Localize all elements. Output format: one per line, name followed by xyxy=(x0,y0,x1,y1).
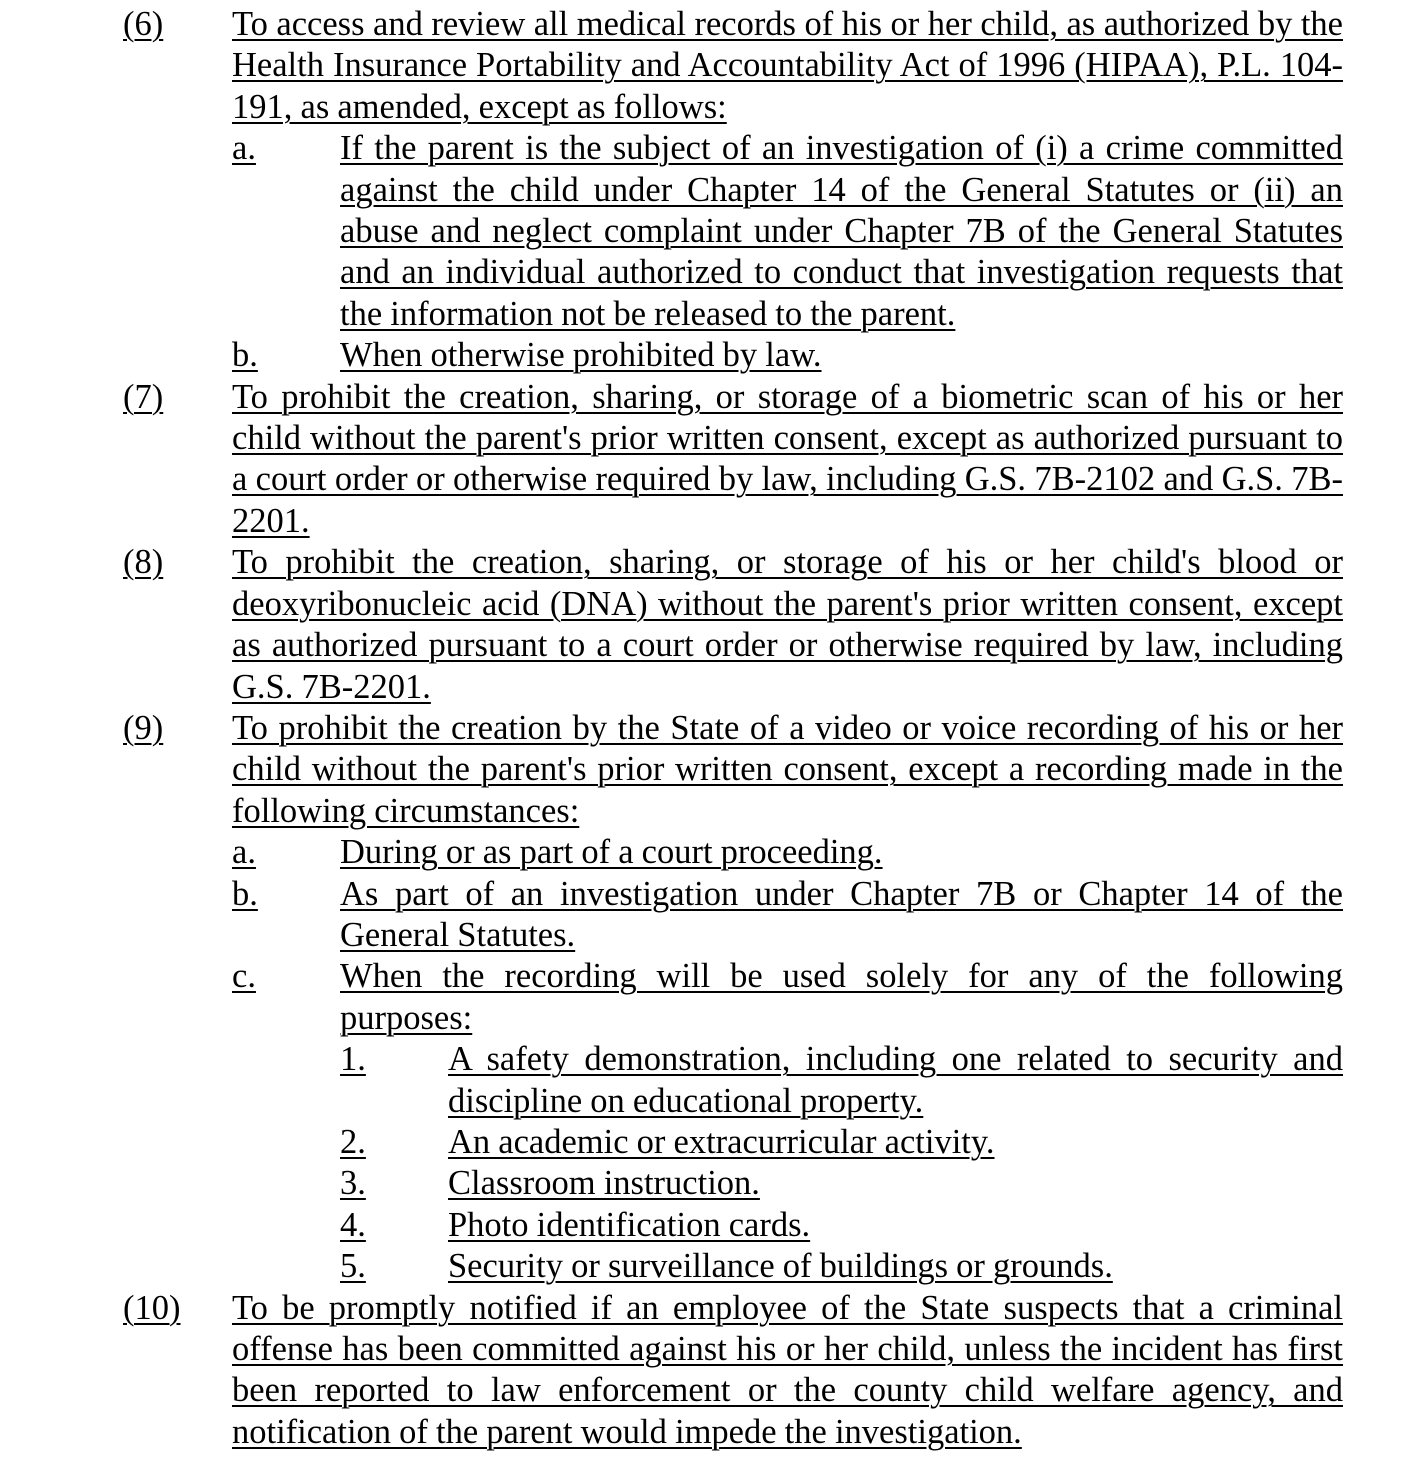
sub-item-letter: c. xyxy=(232,957,256,996)
item-number: (9) xyxy=(123,708,164,747)
item-number: (7) xyxy=(123,377,164,416)
sub-item xyxy=(232,956,1343,1287)
sub-item-text: When the recording will be used solely for any of the following purposes: xyxy=(340,957,1343,1037)
sub-sub-item-number: 1. xyxy=(340,1040,366,1079)
item-text: To access and review all medical records of his or her child, as authorized by the Health Insurance Portability and Accountability Act of 1996 (HIPAA), P.L. 104-191, as amended, except as follows: xyxy=(232,5,1343,126)
item-number: (8) xyxy=(123,543,164,582)
sub-sub-item-number: 3. xyxy=(340,1164,366,1203)
sub-sub-item xyxy=(340,1246,1343,1287)
list-item xyxy=(0,4,1416,377)
sub-item-letter: a. xyxy=(232,833,256,872)
sub-sub-item xyxy=(340,1205,1343,1246)
list-item xyxy=(0,708,1416,1288)
sub-sub-item xyxy=(340,1163,1343,1204)
sub-sub-item-number: 5. xyxy=(340,1247,366,1286)
sub-sub-item-text: Security or surveillance of buildings or grounds. xyxy=(448,1247,1113,1286)
sub-item-text: As part of an investigation under Chapter 7B or Chapter 14 of the General Statutes. xyxy=(340,874,1343,954)
list-item xyxy=(0,377,1416,543)
sub-sub-item-number: 4. xyxy=(340,1205,366,1244)
item-number: (10) xyxy=(123,1288,181,1327)
item-text: To prohibit the creation by the State of a video or voice recording of his or her child without the parent's prior written consent, except a recording made in the following circumstances: xyxy=(232,708,1343,830)
sub-item-letter: b. xyxy=(232,874,258,913)
statute-document xyxy=(0,4,1416,1453)
item-number: (6) xyxy=(123,5,164,43)
sub-sub-item-number: 2. xyxy=(340,1122,366,1161)
item-text: To prohibit the creation, sharing, or storage of a biometric scan of his or her child without the parent's prior written consent, except as authorized pursuant to a court order or otherwise required by law, including G.S. 7B-2102 and G.S. 7B-2201. xyxy=(232,377,1343,540)
item-text: To be promptly notified if an employee of the State suspects that a criminal offense has been committed against his or her child, unless the incident has first been reported to law enforcement or the county child welfare agency, and notification of the parent would impede the investigation. xyxy=(232,1288,1343,1451)
sub-sub-item-text: Classroom instruction. xyxy=(448,1164,760,1203)
list-item xyxy=(0,542,1416,708)
sub-item-text: During or as part of a court proceeding. xyxy=(340,833,883,872)
sub-sub-item xyxy=(340,1122,1343,1163)
sub-item-letter: b. xyxy=(232,336,258,375)
sub-sub-item-text: A safety demonstration, including one related to security and discipline on educational property. xyxy=(448,1040,1343,1120)
sub-item xyxy=(232,128,1343,335)
sub-sub-item xyxy=(340,1039,1343,1122)
sub-item-letter: a. xyxy=(232,129,256,168)
sub-item-text: If the parent is the subject of an investigation of (i) a crime committed against the child under Chapter 14 of the General Statutes or (ii) an abuse and neglect complaint under Chapter 7B of the General Statutes and an individual authorized to conduct that investigation requests that the information not be released to the parent. xyxy=(340,129,1343,333)
sub-item xyxy=(232,832,1343,873)
sub-item xyxy=(232,874,1343,957)
item-text: To prohibit the creation, sharing, or storage of his or her child's blood or deoxyribonucleic acid (DNA) without the parent's prior written consent, except as authorized pursuant to a court order or otherwise required by law, including G.S. 7B-2201. xyxy=(232,543,1343,706)
sub-item-text: When otherwise prohibited by law. xyxy=(340,336,822,375)
sub-sub-item-text: Photo identification cards. xyxy=(448,1205,811,1244)
list-item xyxy=(0,1288,1416,1454)
sub-sub-item-text: An academic or extracurricular activity. xyxy=(448,1122,995,1161)
sub-item xyxy=(232,335,1343,376)
